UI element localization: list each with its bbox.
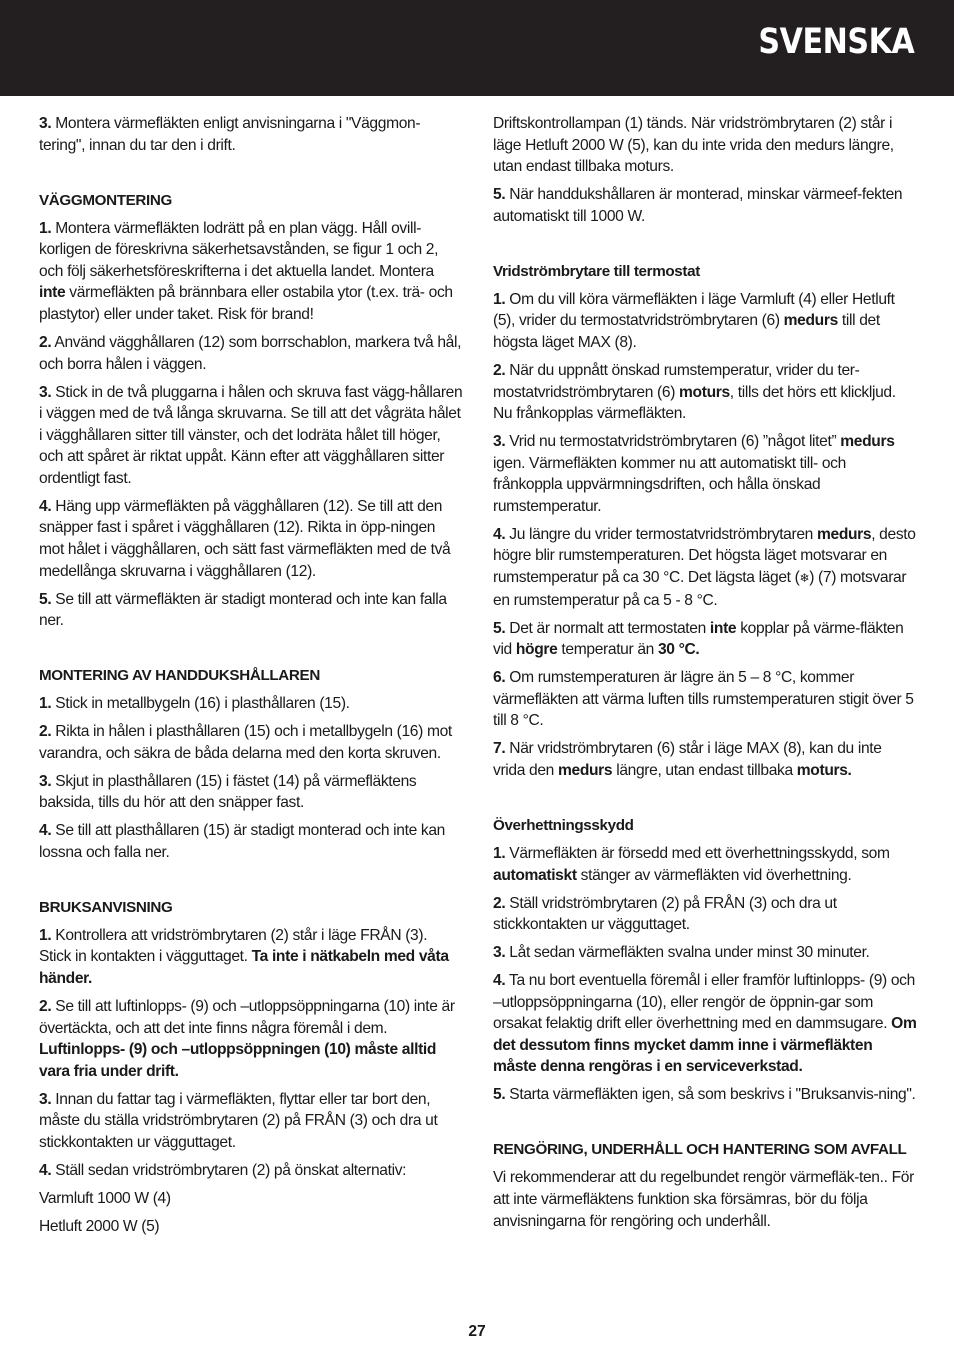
usage-step-5: 5. När handdukshållaren är monterad, minskar värmeef-fekten automatiskt till 1000 W. [493, 186, 903, 225]
wall-step-2: 2. Använd vägghållaren (12) som borrschablon, markera två hål, och borra hålen i väggen. [39, 333, 462, 373]
heading-usage: BRUKSANVISNING [39, 898, 173, 916]
page-header [0, 0, 954, 96]
intro-step-3: 3. Montera värmefläkten enligt anvisningarna i "Väggmon-tering", innan du tar den i drift. [39, 115, 421, 154]
usage-step-4: 4. Ställ sedan vridströmbrytaren (2) på önskat alternativ: [39, 1162, 407, 1179]
thermo-step-6: 6. Om rumstemperaturen är lägre än 5 – 8 °C, kommer värmefläkten att värma luften tills rumstemperaturen stigit över 5 till 8 °C. [493, 669, 914, 730]
thermo-step-5: 5. Det är normalt att termostaten inte kopplar på värme-fläkten vid högre temperatur än 30 °C. [493, 619, 904, 659]
heading-towel-holder: MONTERING AV HANDDUKSHÅLLAREN [39, 667, 320, 685]
usage-option-hot: Hetluft 2000 W (5) [39, 1217, 160, 1235]
heading-overheat: Överhettningsskydd [493, 816, 634, 834]
left-column [39, 113, 463, 1244]
thermo-step-2: 2. När du uppnått önskad rumstemperatur, vrider du ter-mostatvridströmbrytaren (6) moturs, tills det hörs ett klickljud. Nu frånkopplas värmefläkten. [493, 361, 896, 423]
usage-continued: Driftskontrollampan (1) tänds. När vridströmbrytaren (2) står i läge Hetluft 2000 W (5), kan du inte vrida den medurs längre, utan endast tillbaka moturs. [493, 115, 894, 176]
overheat-step-5: 5. Starta värmefläkten igen, så som beskrivs i "Bruksanvis-ning". [493, 1086, 916, 1104]
language-title: SVENSKA [757, 22, 914, 62]
thermo-step-7: 7. När vridströmbrytaren (6) står i läge MAX (8), kan du inte vrida den medurs längre, utan endast tillbaka moturs. [493, 740, 882, 779]
snowflake-icon: ❄ [799, 571, 810, 586]
thermo-step-4: 4. Ju längre du vrider termostatvridströmbrytaren medurs, desto högre blir rumstemperaturen. Det högsta läget motsvarar en rumstemperatur på ca 30 °C. Det lägsta läget (❄) (7) motsvarar en rumstemperatur på ca 5 - 8 °C. [493, 525, 916, 609]
towel-step-3: 3. Skjut in plasthållaren (15) i fästet (14) på värmefläktens baksida, tills du hör att den snäpper fast. [39, 772, 417, 812]
overheat-step-3: 3. Låt sedan värmefläkten svalna under minst 30 minuter. [493, 944, 870, 962]
overheat-step-1: 1. Värmefläkten är försedd med ett överhettningsskydd, som automatiskt stänger av värmefläkten vid överhettning. [493, 844, 890, 884]
thermo-step-1: 1. Om du vill köra värmefläkten i läge Varmluft (4) eller Hetluft (5), vrider du termostatvridströmbrytaren (6) medurs till det högsta läget MAX (8). [493, 290, 895, 351]
right-column [493, 113, 917, 1239]
wall-step-1: 1. Montera värmefläkten lodrätt på en plan vägg. Håll ovill-korligen de föreskrivna säkerhetsavstånden, se figur 1 och 2, och följ säkerhetsföreskrifterna i det aktuella landet. Montera inte värmefläkten på brännbara eller ostabila ytor (t.ex. trä- och plastytor) eller under taket. Risk för brand! [39, 219, 453, 323]
heading-wall-mounting: VÄGGMONTERING [39, 191, 172, 209]
usage-step-3: 3. Innan du fattar tag i värmefläkten, flyttar eller tar bort den, måste du ställa vridströmbrytaren (2) på FRÅN (3) och dra ut stickkontakten ur vägguttaget. [39, 1090, 438, 1152]
cleaning-text: Vi rekommenderar att du regelbundet rengör värmefläk-ten.. För att inte värmefläktens funktion ska försämras, bör du följa anvisningarna för rengöring och underhåll. [493, 1169, 914, 1230]
heading-thermostat: Vridströmbrytare till termostat [493, 262, 700, 280]
page-number: 27 [468, 1323, 486, 1340]
thermo-step-3: 3. Vrid nu termostatvridströmbrytaren (6) ”något litet” medurs igen. Värmefläkten kommer nu att automatiskt till- och frånkoppla uppvärmningsdriften, och hålla önskad rumstemperatur. [493, 433, 895, 515]
towel-step-2: 2. Rikta in hålen i plasthållaren (15) och i metallbygeln (16) mot varandra, och säkra de båda delarna med den korta skruven. [39, 723, 452, 762]
overheat-step-2: 2. Ställ vridströmbrytaren (2) på FRÅN (3) och dra ut stickkontakten ur vägguttaget. [493, 894, 837, 934]
towel-step-4: 4. Se till att plasthållaren (15) är stadigt monterad och inte kan lossna och falla ner. [39, 822, 445, 861]
wall-step-5: 5. Se till att värmefläkten är stadigt monterad och inte kan falla ner. [39, 590, 447, 630]
towel-step-1: 1. Stick in metallbygeln (16) i plasthållaren (15). [39, 695, 350, 713]
wall-step-4: 4. Häng upp värmefläkten på vägghållaren (12). Se till att den snäpper fast i spåret i vägghållaren (12). Rikta in öpp-ningen mot hålet i vägghållaren, och sätt fast värmefläkten med de två medellånga skruvarna i vägghållaren (12). [39, 497, 451, 580]
usage-option-warm: Varmluft 1000 W (4) [39, 1189, 171, 1207]
usage-step-1: 1. Kontrollera att vridströmbrytaren (2) står i läge FRÅN (3). Stick in kontakten i vägguttaget. Ta inte i nätkabeln med våta händer. [39, 926, 449, 988]
heading-cleaning: RENGÖRING, UNDERHÅLL OCH HANTERING SOM AVFALL [493, 1141, 907, 1159]
wall-step-3: 3. Stick in de två pluggarna i hålen och skruva fast vägg-hållaren i väggen med de två långa skruvarna. Se till att det vågräta hålet i vägghållaren sitter till vänster, och det lodräta hålet till höger, och att spåret är riktat uppåt. Känn efter att vägghållaren sitter ordentligt fast. [39, 383, 463, 487]
overheat-step-4: 4. Ta nu bort eventuella föremål i eller framför luftinlopps- (9) och –utloppsöppningarna (10), eller rengör de öppnin-gar som orsakat felaktig drift eller överhettning med en dammsugare. Om det dessutom finns mycket damm inne i värmefläkten måste denna rengöras i en serviceverkstad. [493, 972, 917, 1076]
usage-step-2: 2. Se till att luftinlopps- (9) och –utloppsöppningarna (10) inte är övertäckta, och att det inte finns några föremål i dem. Luftinlopps- (9) och –utloppsöppningen (10) måste alltid vara fria under drift. [39, 998, 455, 1080]
